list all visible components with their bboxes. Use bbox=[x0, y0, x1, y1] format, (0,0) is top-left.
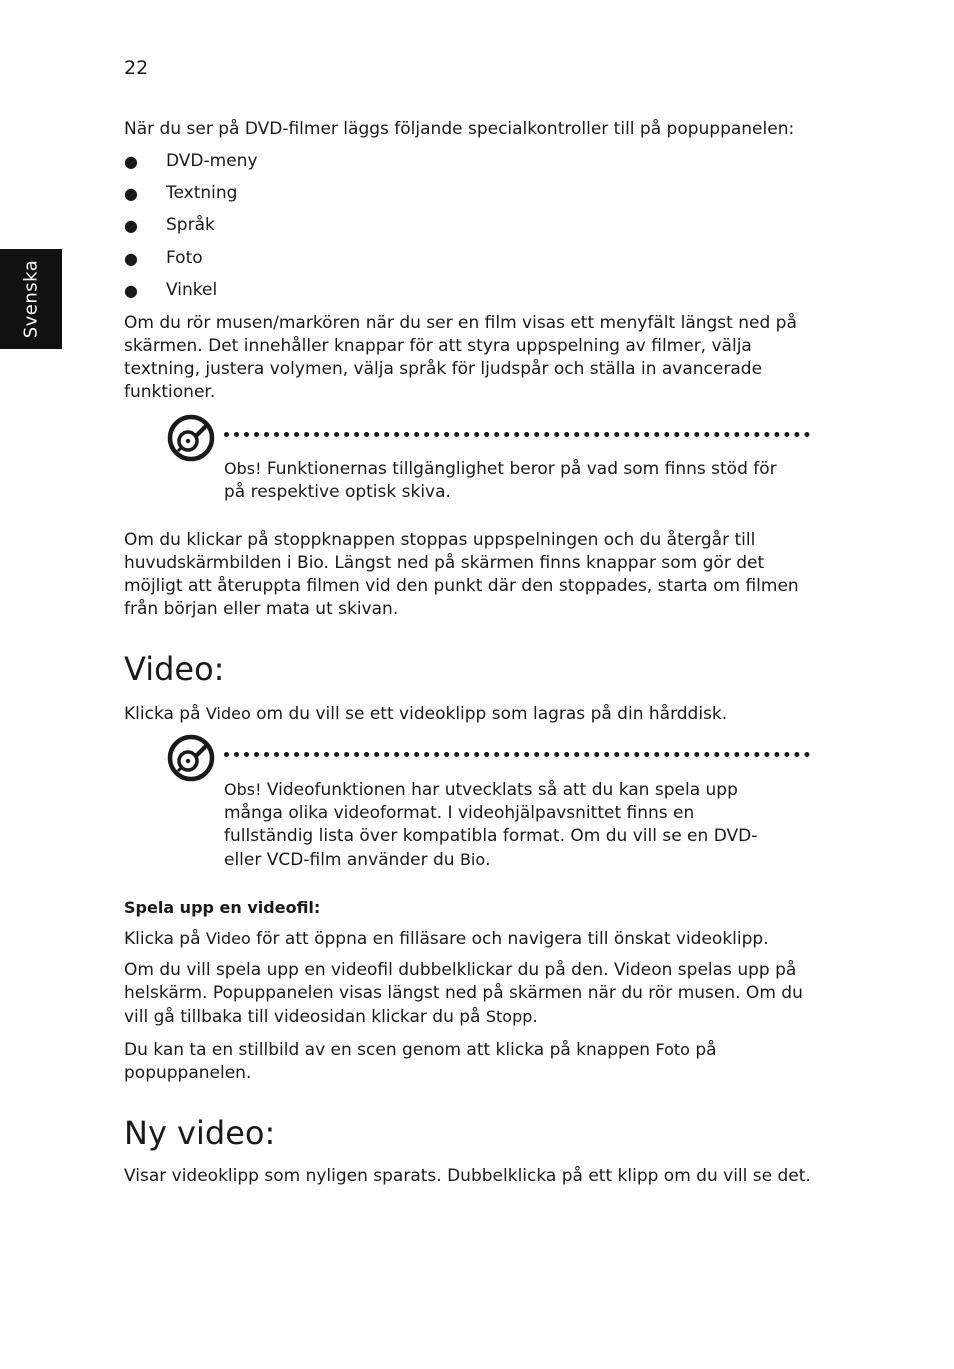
video-heading: Video: bbox=[124, 650, 225, 688]
play-paragraph-3 bbox=[124, 1038, 814, 1085]
bullet-dot-icon: ● bbox=[124, 249, 138, 268]
note-body: Videofunktionen har utvecklats så att du kan spela upp många olika videoformat. I videohjälpavsnittet finns en fullständig lista över kompatibla format. Om du vill se en DVD- eller VCD-film använder du bbox=[224, 780, 758, 870]
play-paragraph-1 bbox=[124, 927, 814, 951]
bullet-dot-icon: ● bbox=[124, 281, 138, 300]
text-run: för att öppna en filläsare och navigera till önskat videoklipp. bbox=[250, 929, 769, 949]
note-label: Obs! bbox=[224, 780, 262, 799]
keyword-video: Video bbox=[205, 704, 251, 723]
text-run: . bbox=[532, 1007, 538, 1027]
language-side-tab bbox=[0, 249, 62, 349]
bullet-text: Foto bbox=[166, 248, 203, 268]
bullet-dot-icon: ● bbox=[124, 184, 138, 203]
play-paragraph-2 bbox=[124, 959, 814, 1029]
note-divider bbox=[224, 752, 810, 757]
keyword-foto: Foto bbox=[655, 1040, 690, 1059]
video-intro-paragraph bbox=[124, 702, 814, 726]
text-run: Du kan ta en stillbild av en scen genom att klicka på knappen bbox=[124, 1040, 656, 1060]
text-run: på popuppanelen. bbox=[124, 1040, 717, 1083]
keyword-bio: Bio bbox=[459, 850, 486, 869]
bullet-dot-icon: ● bbox=[124, 216, 138, 235]
language-side-tab-label: Svenska bbox=[20, 259, 42, 339]
new-video-heading: Ny video: bbox=[124, 1114, 276, 1152]
text-run: Klicka på bbox=[124, 929, 206, 949]
menu-paragraph: Om du rör musen/markören när du ser en film visas ett menyfält längst ned på skärmen. Det innehåller knappar för att styra uppspelning av filmer, välja textning, justera volymen, välja språk för ljudspår och ställa in avancerade funktioner. bbox=[124, 313, 797, 402]
note-body: Funktionernas tillgänglighet beror på vad som finns stöd för på respektive optisk skiva. bbox=[224, 459, 777, 502]
text-run: Om du vill spela upp en videofil dubbelklickar du på den. Videon spelas upp på helskärm. Popuppanelen visas längst ned på skärmen när du rör musen. Om du vill gå tillbaka till videosidan klickar du på bbox=[124, 960, 803, 1027]
bullet-text: DVD-meny bbox=[166, 151, 258, 171]
bullet-dot-icon: ● bbox=[124, 152, 138, 171]
play-video-subheading: Spela upp en videofil: bbox=[124, 898, 321, 917]
text-run: Klicka på bbox=[124, 704, 206, 724]
page-number: 22 bbox=[124, 57, 149, 79]
note-divider bbox=[224, 432, 810, 437]
note-disc-icon bbox=[167, 734, 215, 782]
bullet-text: Vinkel bbox=[166, 280, 218, 300]
stop-paragraph: Om du klickar på stoppknappen stoppas uppspelningen och du återgår till huvudskärmbilden i Bio. Längst ned på skärmen finns knappar som gör det möjligt att återuppta filmen vid den punkt där den stoppades, starta om filmen från början eller mata ut skivan. bbox=[124, 530, 799, 619]
bullet-text: Textning bbox=[166, 183, 238, 203]
bullet-text: Språk bbox=[166, 215, 215, 235]
new-video-paragraph: Visar videoklipp som nyligen sparats. Dubbelklicka på ett klipp om du vill se det. bbox=[124, 1166, 811, 1186]
intro-paragraph: När du ser på DVD-filmer läggs följande specialkontroller till på popuppanelen: bbox=[124, 119, 795, 139]
text-run: . bbox=[485, 850, 491, 870]
keyword-video: Video bbox=[205, 929, 251, 948]
note-paragraph bbox=[224, 778, 772, 872]
text-run: om du vill se ett videoklipp som lagras på din hårddisk. bbox=[250, 704, 728, 724]
note-paragraph bbox=[224, 457, 799, 504]
keyword-stopp: Stopp bbox=[485, 1007, 533, 1026]
note-label: Obs! bbox=[224, 459, 262, 478]
note-disc-icon bbox=[167, 414, 215, 462]
